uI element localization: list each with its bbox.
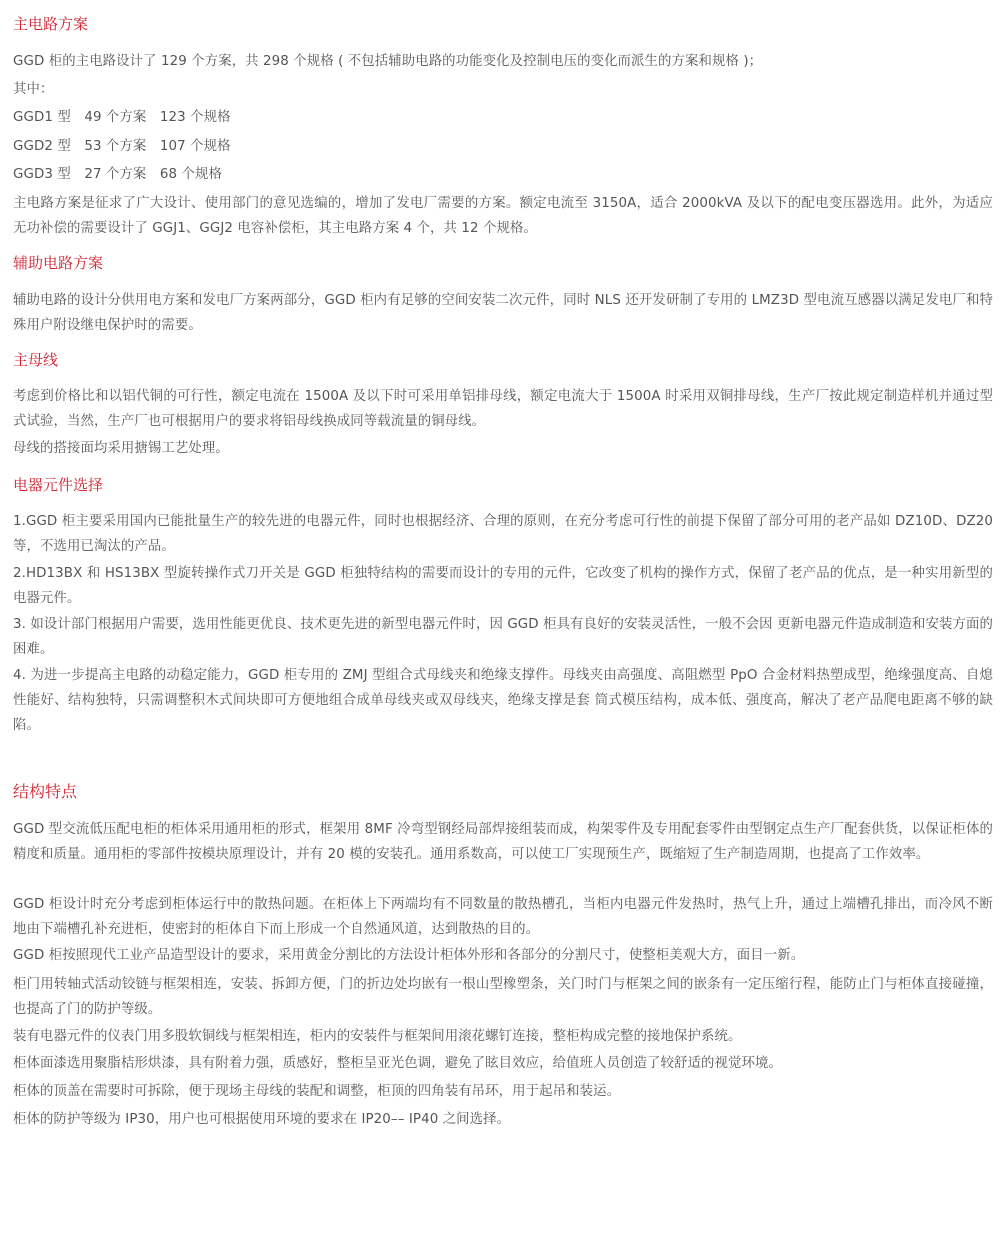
heading-main-busbar: 主母线 (13, 351, 59, 369)
heading-aux-circuit: 辅助电路方案 (13, 254, 104, 272)
paragraph-main-circuit-among: 其中： (13, 82, 54, 97)
heading-components: 电器元件选择 (13, 476, 104, 494)
paragraph-structure-1: GGD 型交流低压配电柜的柜体采用通用柜的形式，框架用 8MF 冷弯型钢经局部焊接组装而成，构架零件及专用配套零件由型钢定点生产厂配套供货，以保证柜体的精度和质量。通用柜的零部件按模块原理设计，并有 20 模的安装孔。通用系数高，可以使工厂实现预生产，既缩短了生产制造周期，也提高了工作效率。 (13, 822, 993, 862)
paragraph-ggd2-spec: GGD2 型 53 个方案 107 个规格 (13, 139, 231, 154)
paragraph-components-1: 1.GGD 柜主要采用国内已能批量生产的较先进的电器元件，同时也根据经济、合理的原则，在充分考虑可行性的前提下保留了部分可用的老产品如 DZ10D、DZ20 等，不选用已淘汰的产品。 (13, 514, 993, 554)
paragraph-ggd3-spec: GGD3 型 27 个方案 68 个规格 (13, 167, 222, 182)
heading-structure: 结构特点 (13, 782, 78, 801)
heading-main-circuit: 主电路方案 (13, 15, 89, 33)
paragraph-structure-7: 柜体的顶盖在需要时可拆除，便于现场主母线的装配和调整，柜顶的四角装有吊环，用于起吊和装运。 (13, 1084, 621, 1099)
paragraph-structure-5: 装有电器元件的仪表门用多股软铜线与框架相连，柜内的安装件与框架间用滚花螺钉连接，整柜构成完整的接地保护系统。 (13, 1029, 742, 1044)
paragraph-structure-2: GGD 柜设计时充分考虑到柜体运行中的散热问题。在柜体上下两端均有不同数量的散热槽孔，当柜内电器元件发热时，热气上升，通过上端槽孔排出，而冷风不断地由下端槽孔补充进柜，使密封的柜体自下而上形成一个自然通风道，达到散热的目的。 (13, 897, 993, 937)
paragraph-structure-8: 柜体的防护等级为 IP30，用户也可根据使用环境的要求在 IP20–– IP40 之间选择。 (13, 1112, 511, 1127)
paragraph-aux-circuit: 辅助电路的设计分供用电方案和发电厂方案两部分，GGD 柜内有足够的空间安装二次元件，同时 NLS 还开发研制了专用的 LMZ3D 型电流互感器以满足发电厂和特殊用户附设继电保护时的需要。 (13, 293, 993, 333)
paragraph-components-2: 2.HD13BX 和 HS13BX 型旋转操作式刀开关是 GGD 柜独特结构的需要而设计的专用的元件，它改变了机构的操作方式，保留了老产品的优点，是一种实用新型的电器元件。 (13, 566, 993, 606)
paragraph-busbar-material: 考虑到价格比和以铝代铜的可行性，额定电流在 1500A 及以下时可采用单铝排母线，额定电流大于 1500A 时采用双铜排母线，生产厂按此规定制造样机并通过型式试验，当然，生产厂也可根据用户的要求将铝母线换成同等载流量的铜母线。 (13, 389, 993, 429)
paragraph-structure-4: 柜门用转轴式活动铰链与框架相连，安装、拆卸方便，门的折边处均嵌有一根山型橡塑条，关门时门与框架之间的嵌条有一定压缩行程，能防止门与柜体直接碰撞，也提高了门的防护等级。 (13, 977, 993, 1017)
paragraph-structure-6: 柜体面漆选用聚脂桔形烘漆，具有附着力强，质感好，整柜呈亚光色调，避免了眩目效应，给值班人员创造了较舒适的视觉环境。 (13, 1056, 782, 1071)
paragraph-ggd1-spec: GGD1 型 49 个方案 123 个规格 (13, 110, 231, 125)
paragraph-structure-3: GGD 柜按照现代工业产品造型设计的要求，采用黄金分割比的方法设计柜体外形和各部分的分割尺寸，使整柜美观大方，面目一新。 (13, 948, 805, 963)
paragraph-components-4: 4. 为进一步提高主电路的动稳定能力，GGD 柜专用的 ZMJ 型组合式母线夹和绝缘支撑件。母线夹由高强度、高阻燃型 PpO 合金材料热塑成型，绝缘强度高、自熄性能好、结构独特，只需调整积木式间块即可方便地组合成单母线夹或双母线夹，绝缘支撑是套 筒式模压结构，成本低、强度高，解决了老产品爬电距离不够的缺陷。 (13, 668, 993, 733)
paragraph-busbar-tinning: 母线的搭接面均采用搪锡工艺处理。 (13, 441, 229, 456)
paragraph-components-3: 3. 如设计部门根据用户需要，选用性能更优良、技术更先进的新型电器元件时，因 GGD 柜具有良好的安装灵活性，一般不会因 更新电器元件造成制造和安装方面的困难。 (13, 617, 993, 657)
paragraph-main-circuit-intro: GGD 柜的主电路设计了 129 个方案，共 298 个规格 ( 不包括辅助电路的功能变化及控制电压的变化而派生的方案和规格 )； (13, 54, 763, 69)
paragraph-main-circuit-detail: 主电路方案是征求了广大设计、使用部门的意见选编的，增加了发电厂需要的方案。额定电流至 3150A，适合 2000kVA 及以下的配电变压器选用。此外，为适应无功补偿的需要设计了 GGJ1、GGJ2 电容补偿柜，其主电路方案 4 个，共 12 个规格。 (13, 196, 993, 236)
